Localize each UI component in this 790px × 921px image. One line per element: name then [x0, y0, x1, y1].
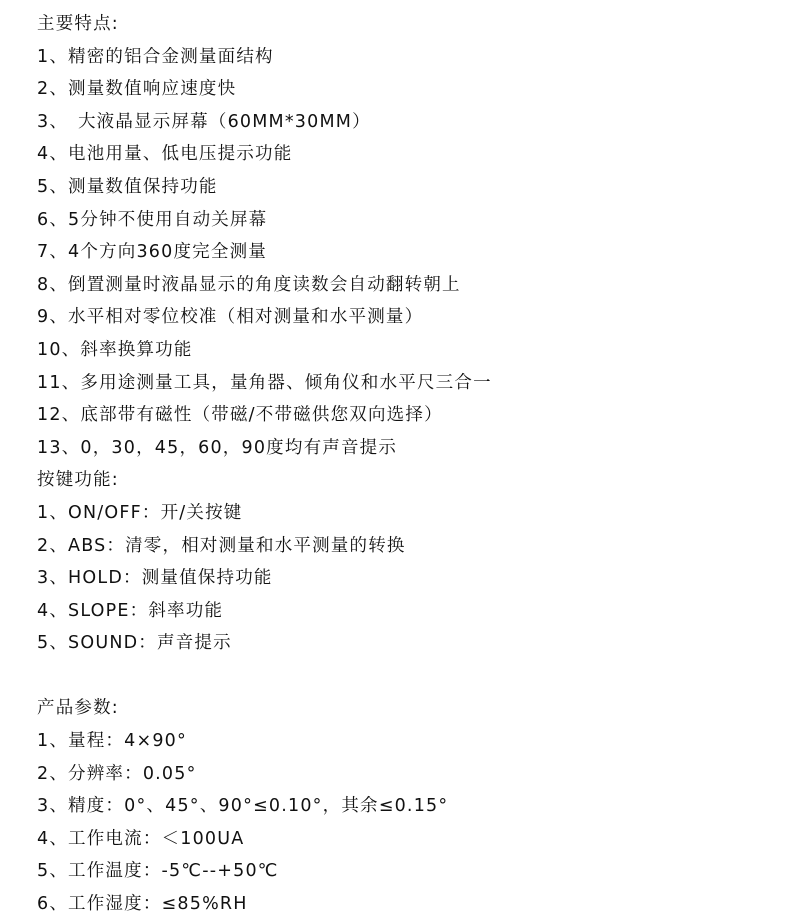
param-item: 5、工作温度：-5℃--+50℃ [37, 861, 279, 882]
params-heading: 产品参数: [37, 698, 119, 719]
feature-item: 10、斜率换算功能 [37, 339, 193, 360]
features-heading: 主要特点: [37, 14, 119, 34]
feature-item: 8、倒置测量时液晶显示的角度读数会自动翻转朝上 [37, 274, 461, 295]
spec-document [37, 8, 780, 921]
param-item: 6、工作湿度：≤85%RH [37, 894, 248, 915]
feature-item: 3、 大液晶显示屏幕（60MM*30MM） [37, 111, 371, 132]
param-item: 2、分辨率：0.05° [37, 763, 197, 784]
feature-item: 13、0，30，45，60，90度均有声音提示 [37, 437, 398, 458]
feature-item: 11、多用途测量工具，量角器、倾角仪和水平尺三合一 [37, 372, 492, 393]
param-item: 3、精度：0°、45°、90°≤0.10°，其余≤0.15° [37, 796, 449, 817]
feature-item: 4、电池用量、低电压提示功能 [37, 144, 293, 165]
key-item: 2、ABS：清零，相对测量和水平测量的转换 [37, 535, 406, 556]
feature-item: 6、5分钟不使用自动关屏幕 [37, 209, 268, 230]
param-item: 4、工作电流：＜100UA [37, 828, 245, 849]
feature-item: 12、底部带有磁性（带磁/不带磁供您双向选择） [37, 405, 443, 426]
key-item: 5、SOUND：声音提示 [37, 633, 232, 654]
section-spacer [37, 660, 780, 693]
key-item: 1、ON/OFF：开/关按键 [37, 502, 243, 523]
feature-item: 1、精密的铝合金测量面结构 [37, 46, 274, 67]
feature-item: 9、水平相对零位校准（相对测量和水平测量） [37, 307, 424, 328]
feature-item: 2、测量数值响应速度快 [37, 79, 237, 100]
key-item: 3、HOLD：测量值保持功能 [37, 568, 273, 589]
feature-item: 7、4个方向360度完全测量 [37, 242, 267, 263]
feature-item: 5、测量数值保持功能 [37, 176, 218, 197]
param-item: 1、量程：4×90° [37, 731, 187, 752]
key-item: 4、SLOPE：斜率功能 [37, 600, 224, 621]
keys-heading: 按键功能: [37, 470, 119, 491]
